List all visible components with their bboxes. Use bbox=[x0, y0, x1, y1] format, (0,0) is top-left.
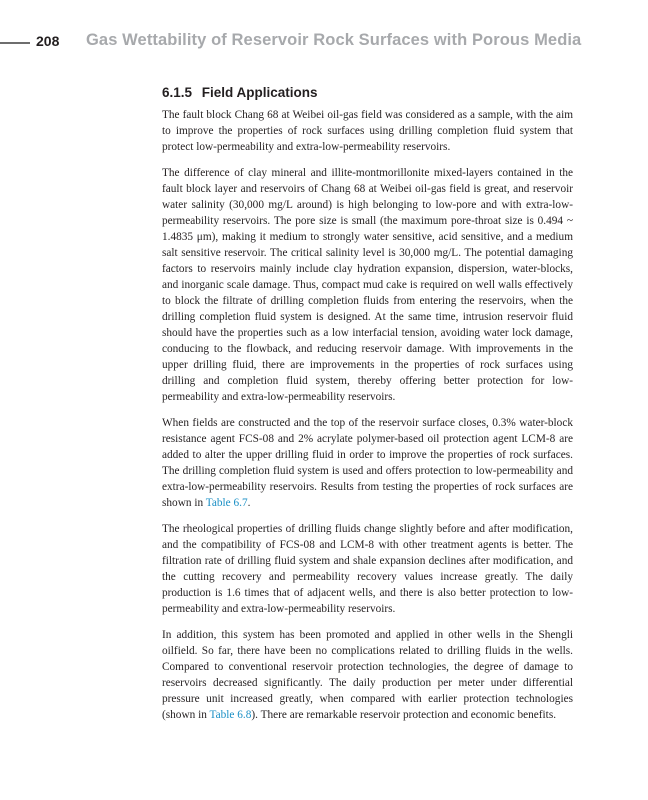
main-content bbox=[162, 85, 573, 733]
section-number: 6.1.5 bbox=[162, 85, 193, 100]
paragraph-2: The difference of clay mineral and illite-montmorillonite mixed-layers contained in the fault block layer and reservoirs of Chang 68 at Weibei oil-gas field is great, and reservoir water salinity (30,000 mg/L around) is high belonging to low-pore and with extra-low-permeability reservoirs. The pore size is small (the maximum pore-throat size is 0.494 ~ 1.4835 μm), making it medium to strongly water sensitive, acid sensitive, and a medium salt sensitive reservoir. The critical salinity level is 30,000 mg/L. The potential damaging factors to reservoirs mainly include clay hydration expansion, dispersion, water-blocks, and inorganic scale damage. Thus, compact mud cake is required on well walls effectively to block the filtrate of drilling completion fluids from entering the reservoirs, when the drilling completion fluid system is designed. At the same time, intrusion reservoir fluid should have the properties such as a low interfacial tension, avoiding water lock damage, conducing to the flowback, and reducing reservoir damage. With improvements in the upper drilling fluid, there are improvements in the properties of rock surfaces using drilling and completion fluid system, thereby offering better protection for low-permeability and extra-low-permeability reservoirs. bbox=[162, 167, 573, 403]
paragraph-3-text: When fields are constructed and the top of the reservoir surface closes, 0.3% water-block resistance agent FCS-08 and 2% acrylate polymer-based oil protection agent LCM-8 are added to alter the upper drilling fluid in order to improve the properties of rock surfaces. The drilling completion fluid system is used and offers protection to low-permeability and extra-low-permeability reservoirs. Results from testing the properties of rock surfaces are shown in bbox=[162, 417, 573, 509]
header-rule bbox=[0, 42, 30, 44]
section-title: Field Applications bbox=[201, 85, 318, 100]
paragraph-4: The rheological properties of drilling fluids change slightly before and after modification, and the compatibility of FCS-08 and LCM-8 with other treatment agents is better. The filtration rate of drilling fluid system and shale expansion declines after modification, and the cutting recovery and permeability recovery values increase greatly. The daily production is 1.6 times that of adjacent wells, and there is also better protection to low-permeability and extra-low-permeability reservoirs. bbox=[162, 523, 573, 615]
paragraph-5 bbox=[162, 627, 573, 723]
page-number: 208 bbox=[36, 33, 60, 49]
paragraph-5-end: ). There are remarkable reservoir protection and economic benefits. bbox=[251, 709, 557, 721]
table-6-8-link[interactable]: Table 6.8 bbox=[209, 709, 252, 721]
running-title: Gas Wettability of Reservoir Rock Surfaces with Porous Media bbox=[86, 31, 582, 49]
paragraph-3 bbox=[162, 415, 573, 511]
table-6-7-link[interactable]: Table 6.7 bbox=[205, 497, 248, 509]
paragraph-1: The fault block Chang 68 at Weibei oil-gas field was considered as a sample, with the aim to improve the properties of rock surfaces using drilling completion fluid system that protect low-permeability and extra-low-permeability reservoirs. bbox=[162, 109, 573, 153]
page-header bbox=[0, 30, 648, 56]
paragraph-3-end: . bbox=[247, 497, 251, 509]
paragraph-5-text: In addition, this system has been promoted and applied in other wells in the Shengli oilfield. So far, there have been no complications related to drilling fluids in the wells. Compared to conventional reservoir protection technologies, the degree of damage to reservoirs decreased significantly. The daily production per meter under differential pressure unit increased greatly, when compared with earlier protection technologies (shown in bbox=[162, 629, 573, 721]
section-heading bbox=[162, 85, 573, 100]
